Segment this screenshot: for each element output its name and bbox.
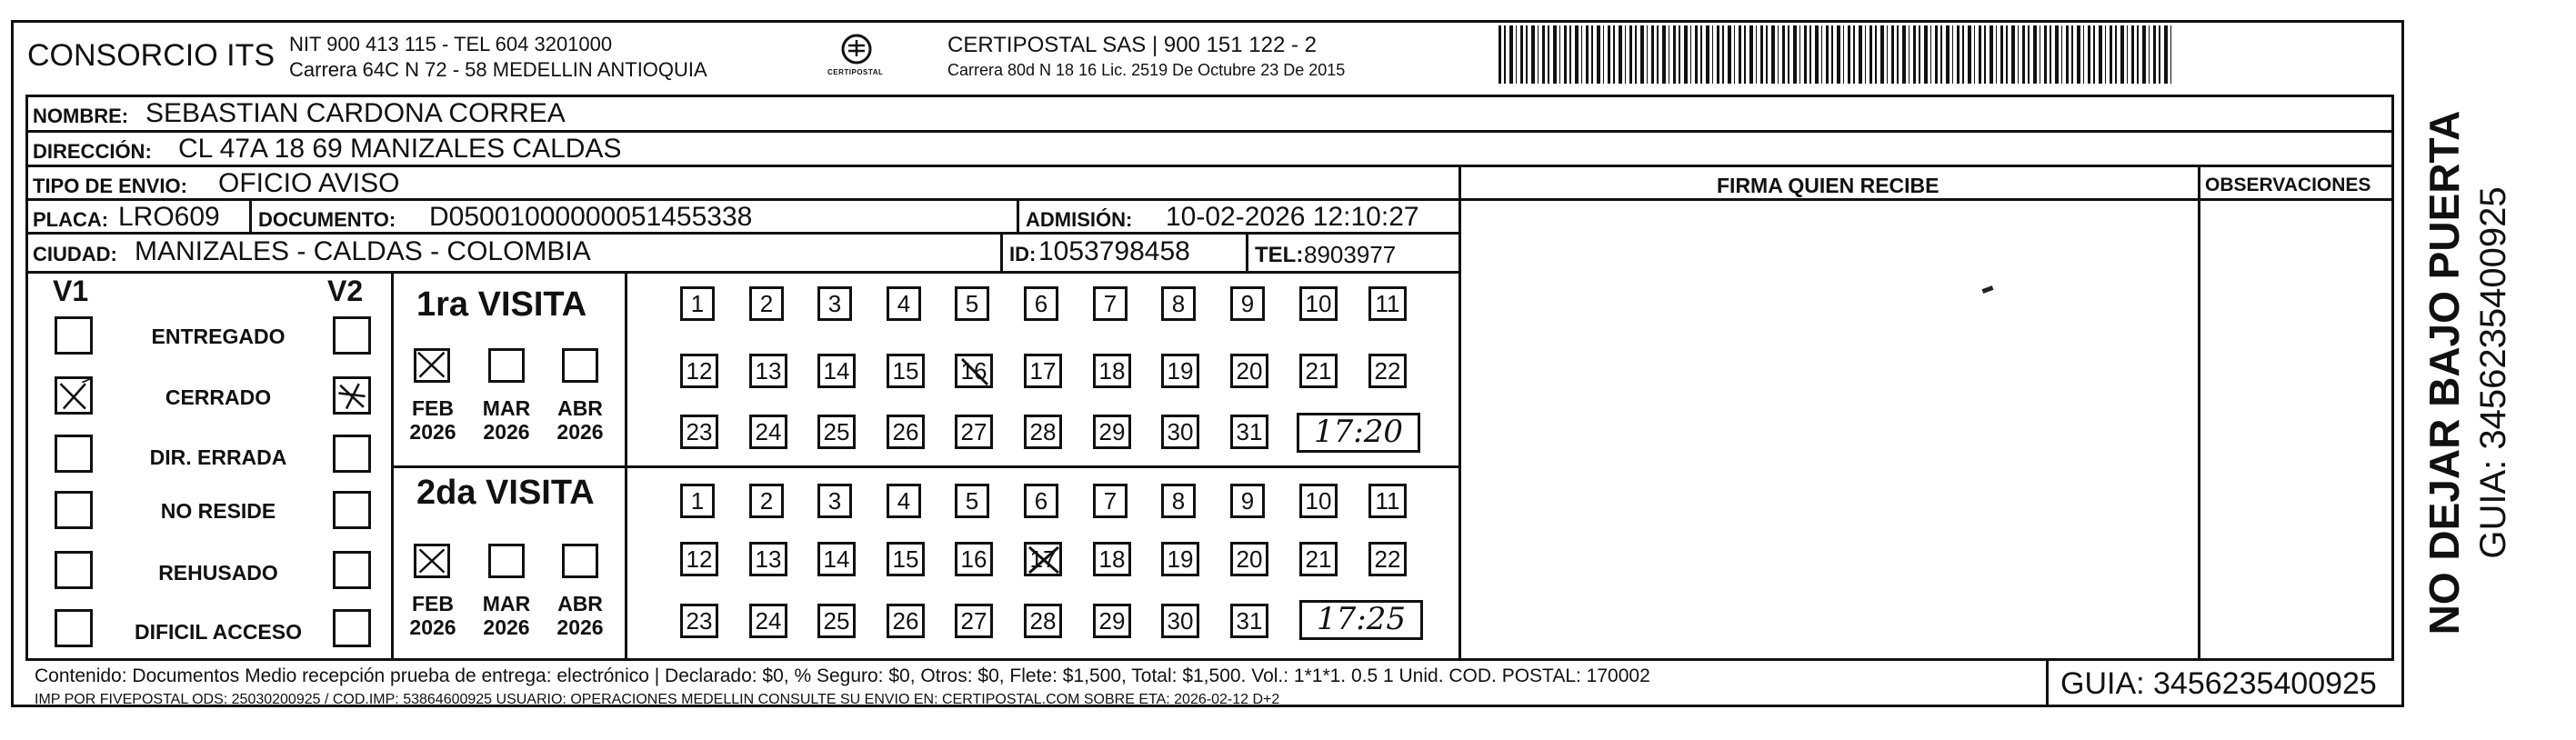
- visit2-mar-label: MAR 2026: [482, 592, 531, 640]
- v1-day[interactable]: 16: [955, 354, 993, 388]
- v2-no-reside-checkbox[interactable]: [333, 491, 371, 529]
- courier-name: CERTIPOSTAL SAS | 900 151 122 - 2: [947, 33, 1317, 57]
- v2-day[interactable]: 20: [1230, 542, 1268, 576]
- v1-day[interactable]: 15: [887, 354, 925, 388]
- check-mark-icon: [416, 351, 447, 380]
- check-mark-icon: [57, 379, 90, 412]
- v2-day[interactable]: 31: [1230, 604, 1268, 638]
- signature-area[interactable]: [1464, 202, 2195, 656]
- v2-day[interactable]: 6: [1024, 484, 1058, 518]
- v1-day[interactable]: 25: [817, 415, 856, 449]
- v1-day[interactable]: 28: [1024, 415, 1062, 449]
- barcode: [1498, 25, 2173, 84]
- v2-day[interactable]: 26: [887, 604, 925, 638]
- v2-day[interactable]: 25: [817, 604, 856, 638]
- v1-day[interactable]: 13: [749, 354, 787, 388]
- v2-day[interactable]: 4: [887, 484, 921, 518]
- id-label: ID:: [1009, 243, 1037, 265]
- v2-dir-errada-checkbox[interactable]: [333, 435, 371, 473]
- placa-label: PLACA:: [33, 208, 109, 231]
- check-mark-icon: [416, 546, 447, 575]
- visit2-feb-checkbox[interactable]: [414, 544, 450, 578]
- v1-day[interactable]: 1: [680, 286, 715, 321]
- visit1-mar-checkbox[interactable]: [488, 348, 525, 383]
- v2-day[interactable]: 14: [817, 542, 856, 576]
- courier-license: Carrera 80d N 18 16 Lic. 2519 De Octubre 23 De 2015: [947, 61, 1346, 79]
- v1-no-reside-checkbox[interactable]: [55, 491, 93, 529]
- v1-day[interactable]: 18: [1093, 354, 1131, 388]
- v1-day[interactable]: 10: [1299, 286, 1338, 321]
- company-name: CONSORCIO ITS: [27, 38, 276, 73]
- v2-day[interactable]: 17: [1024, 542, 1062, 576]
- v2-day[interactable]: 21: [1299, 542, 1338, 576]
- tel-label: TEL:: [1255, 243, 1304, 267]
- status-cerrado: CERRADO: [165, 385, 272, 409]
- status-rehusado: REHUSADO: [158, 561, 278, 585]
- observaciones-label: OBSERVACIONES: [2205, 175, 2371, 195]
- v2-day[interactable]: 9: [1230, 484, 1265, 518]
- v1-day[interactable]: 30: [1161, 415, 1199, 449]
- visit2-abr-checkbox[interactable]: [562, 544, 598, 578]
- visit2-mar-checkbox[interactable]: [488, 544, 525, 578]
- id-value: 1053798458: [1038, 236, 1190, 266]
- v2-day[interactable]: 5: [955, 484, 989, 518]
- observaciones-area[interactable]: [2203, 202, 2389, 656]
- v2-day[interactable]: 11: [1368, 484, 1407, 518]
- visit1-feb-label: FEB 2026: [409, 396, 456, 445]
- v1-rehusado-checkbox[interactable]: [55, 551, 93, 589]
- visit2-time[interactable]: 17:25: [1299, 600, 1423, 640]
- v1-day[interactable]: 26: [887, 415, 925, 449]
- v2-day[interactable]: 13: [749, 542, 787, 576]
- tipo-envio-label: TIPO DE ENVIO:: [33, 175, 187, 197]
- visit2-abr-label: ABR 2026: [556, 592, 604, 640]
- v1-day[interactable]: 23: [680, 415, 718, 449]
- firma-label: FIRMA QUIEN RECIBE: [1717, 174, 1940, 197]
- visit1-abr-checkbox[interactable]: [562, 348, 598, 383]
- v2-day[interactable]: 16: [955, 542, 993, 576]
- footer-imp: IMP POR FIVEPOSTAL ODS: 25030200925 / COD.IMP: 53864600925 USUARIO: OPERACIONES MEDELLIN CONSULTE SU ENVIO EN: CERTIPOSTAL.COM SOBRE ETA: 2026-02-12 D+2: [35, 692, 1280, 707]
- v1-day[interactable]: 24: [749, 415, 787, 449]
- visit2-feb-label: FEB 2026: [409, 592, 456, 640]
- logo-wordmark: CERTIPOSTAL: [827, 68, 884, 76]
- visit1-abr-label: ABR 2026: [556, 396, 604, 445]
- v1-day[interactable]: 27: [955, 415, 993, 449]
- v2-day[interactable]: 12: [680, 542, 718, 576]
- side-guia: GUIA: 3456235400925: [2473, 186, 2513, 559]
- v1-entregado-checkbox[interactable]: [55, 316, 93, 355]
- direccion-value: CL 47A 18 69 MANIZALES CALDAS: [178, 134, 622, 164]
- v2-day[interactable]: 19: [1161, 542, 1199, 576]
- tel-value: 8903977: [1304, 241, 1397, 268]
- company-address: Carrera 64C N 72 - 58 MEDELLIN ANTIOQUIA: [289, 58, 707, 81]
- v1-day[interactable]: 12: [680, 354, 718, 388]
- v1-day[interactable]: 7: [1093, 286, 1128, 321]
- placa-value: LRO609: [118, 202, 220, 232]
- v2-day[interactable]: 23: [680, 604, 718, 638]
- company-nit: NIT 900 413 115 - TEL 604 3201000: [289, 33, 613, 55]
- v1-day[interactable]: 8: [1161, 286, 1196, 321]
- v2-day[interactable]: 30: [1161, 604, 1199, 638]
- v2-day[interactable]: 2: [749, 484, 784, 518]
- v2-cerrado-checkbox[interactable]: [333, 376, 371, 415]
- v2-day[interactable]: 24: [749, 604, 787, 638]
- v1-day[interactable]: 17: [1024, 354, 1062, 388]
- v2-dificil-acceso-checkbox[interactable]: [333, 609, 371, 647]
- tipo-envio-value: OFICIO AVISO: [218, 168, 400, 198]
- admision-label: ADMISIÓN:: [1026, 208, 1133, 231]
- status-dificil-acceso: DIFICIL ACCESO: [134, 620, 302, 644]
- v2-label: V2: [327, 275, 364, 307]
- visit1-title: 1ra VISITA: [416, 285, 587, 324]
- footer-guia: GUIA: 3456235400925: [2060, 666, 2377, 701]
- v2-day[interactable]: 3: [817, 484, 852, 518]
- v2-day[interactable]: 28: [1024, 604, 1062, 638]
- v2-day[interactable]: 29: [1093, 604, 1131, 638]
- v1-day[interactable]: 31: [1230, 415, 1268, 449]
- status-dir-errada: DIR. ERRADA: [149, 445, 287, 469]
- nombre-value: SEBASTIAN CARDONA CORREA: [145, 98, 566, 128]
- visit2-title: 2da VISITA: [416, 474, 595, 512]
- v1-day[interactable]: 5: [955, 286, 989, 321]
- v2-day[interactable]: 1: [680, 484, 715, 518]
- footer-contenido: Contenido: Documentos Medio recepción prueba de entrega: electrónico | Declarado: $0, % Seguro: $0, Otros: $0, Flete: $1,500, Total: $1,500. Vol.: 1*1*1. 0.5 1 Unid. COD. POSTAL: 170002: [35, 665, 1650, 686]
- v2-rehusado-checkbox[interactable]: [333, 551, 371, 589]
- v2-day[interactable]: 22: [1368, 542, 1407, 576]
- v2-day[interactable]: 15: [887, 542, 925, 576]
- visit1-feb-checkbox[interactable]: [414, 348, 450, 383]
- documento-label: DOCUMENTO:: [258, 208, 396, 231]
- visit1-time[interactable]: 17:20: [1297, 413, 1420, 453]
- v2-day[interactable]: 10: [1299, 484, 1338, 518]
- v1-dificil-acceso-checkbox[interactable]: [55, 609, 93, 647]
- v2-day[interactable]: 27: [955, 604, 993, 638]
- v2-day[interactable]: 7: [1093, 484, 1128, 518]
- v1-day[interactable]: 2: [749, 286, 784, 321]
- check-mark-icon: [336, 379, 368, 412]
- v1-day[interactable]: 21: [1299, 354, 1338, 388]
- v1-day[interactable]: 11: [1368, 286, 1407, 321]
- no-dejar-warning: NO DEJAR BAJO PUERTA: [2421, 110, 2468, 635]
- v1-day[interactable]: 22: [1368, 354, 1407, 388]
- v1-day[interactable]: 4: [887, 286, 921, 321]
- v1-day[interactable]: 3: [817, 286, 852, 321]
- v1-day[interactable]: 29: [1093, 415, 1131, 449]
- v2-day[interactable]: 18: [1093, 542, 1131, 576]
- v1-day[interactable]: 9: [1230, 286, 1265, 321]
- status-entregado: ENTREGADO: [151, 325, 286, 348]
- day-17-cross-icon: [1026, 544, 1062, 576]
- admision-value: 10-02-2026 12:10:27: [1166, 202, 1419, 232]
- ciudad-label: CIUDAD:: [33, 243, 117, 265]
- v1-dir-errada-checkbox[interactable]: [55, 435, 93, 473]
- v1-day[interactable]: 6: [1024, 286, 1058, 321]
- v2-day[interactable]: 8: [1161, 484, 1196, 518]
- direccion-label: DIRECCIÓN:: [33, 140, 152, 163]
- v1-day[interactable]: 14: [817, 354, 856, 388]
- v1-day[interactable]: 20: [1230, 354, 1268, 388]
- status-no-reside: NO RESIDE: [160, 499, 276, 523]
- ciudad-value: MANIZALES - CALDAS - COLOMBIA: [135, 236, 591, 266]
- v1-day[interactable]: 19: [1161, 354, 1199, 388]
- day-16-cross-icon: [957, 355, 993, 388]
- v1-cerrado-checkbox[interactable]: [55, 376, 93, 415]
- visit1-mar-label: MAR 2026: [482, 396, 531, 445]
- v1-label: V1: [53, 275, 89, 307]
- v2-entregado-checkbox[interactable]: [333, 316, 371, 355]
- nombre-label: NOMBRE:: [33, 105, 129, 127]
- documento-value: D05001000000051455338: [429, 202, 753, 232]
